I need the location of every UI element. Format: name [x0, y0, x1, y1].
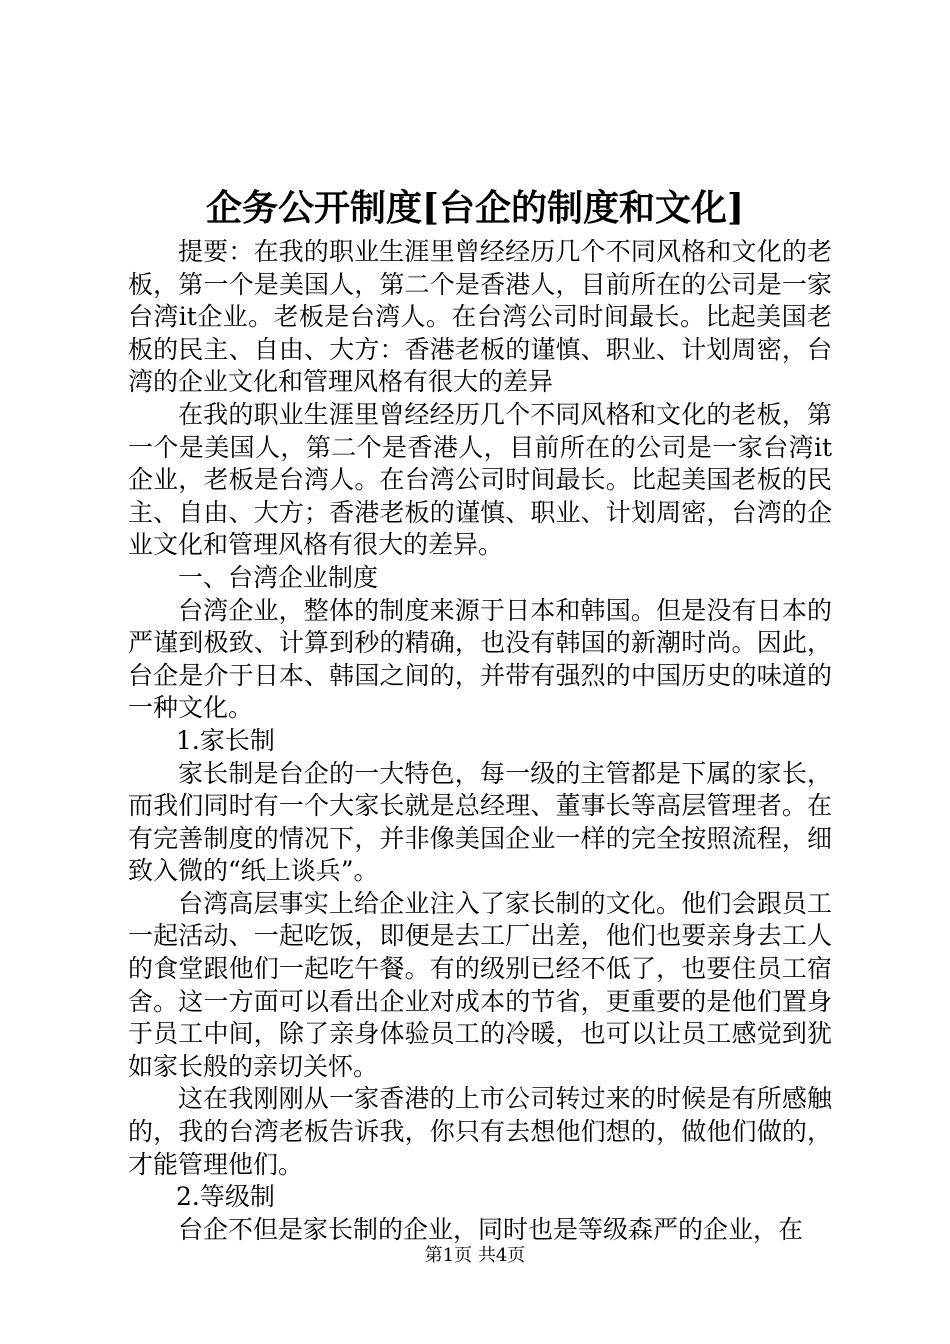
document-title: 企务公开制度[台企的制度和文化] [205, 187, 745, 229]
paragraph-patriarchy-feature: 家长制是台企的一大特色，每一级的主管都是下属的家长，而我们同时有一个大家长就是总经理、董事长等高层管理者。在有完善制度的情况下，并非像美国企业一样的完全按照流程，细致入微的“纸上谈兵”。 [128, 758, 832, 886]
paragraph-intro: 在我的职业生涯里曾经经历几个不同风格和文化的老板，第一个是美国人，第二个是香港人，目前所在的公司是一家台湾it企业，老板是台湾人。在台湾公司时间最长。比起美国老板的民主、自由、大方；香港老板的谨慎、职业、计划周密，台湾的企业文化和管理风格有很大的差异。 [128, 399, 832, 560]
paragraph-system-origin: 台湾企业，整体的制度来源于日本和韩国。但是没有日本的严谨到极致、计算到秒的精确，也没有韩国的新潮时尚。因此，台企是介于日本、韩国之间的，并带有强烈的中国历史的味道的一种文化。 [128, 595, 832, 723]
section-heading-taiwan-enterprise-system: 一、台湾企业制度 [178, 562, 379, 592]
paragraph-personal-experience: 这在我刚刚从一家香港的上市公司转过来的时候是有所感触的，我的台湾老板告诉我，你只有去想他们想的，做他们做的，才能管理他们。 [128, 1084, 832, 1179]
paragraph-patriarchy-culture: 台湾高层事实上给企业注入了家长制的文化。他们会跟员工一起活动、一起吃饭，即便是去工厂出差，他们也要亲身去工人的食堂跟他们一起吃午餐。有的级别已经不低了，也要住员工宿舍。这一方面可以看出企业对成本的节省，更重要的是他们置身于员工中间，除了亲身体验员工的冷暖，也可以让员工感觉到犹如家长般的亲切关怀。 [128, 888, 832, 1081]
document-body [128, 236, 832, 1246]
paragraph-abstract: 提要：在我的职业生涯里曾经经历几个不同风格和文化的老板，第一个是美国人，第二个是香港人，目前所在的公司是一家台湾it企业。老板是台湾人。在台湾公司时间最长。比起美国老板的民主、自由、大方：香港老板的谨慎、职业、计划周密，台湾的企业文化和管理风格有很大的差异 [128, 237, 832, 397]
paragraph-hierarchy-intro: 台企不但是家长制的企业，同时也是等级森严的企业，在 [178, 1214, 804, 1244]
subsection-heading-hierarchy: 2.等级制 [176, 1182, 275, 1212]
page-footer: 第1页 共4页 [424, 1245, 526, 1266]
subsection-heading-patriarchy: 1.家长制 [176, 725, 275, 755]
